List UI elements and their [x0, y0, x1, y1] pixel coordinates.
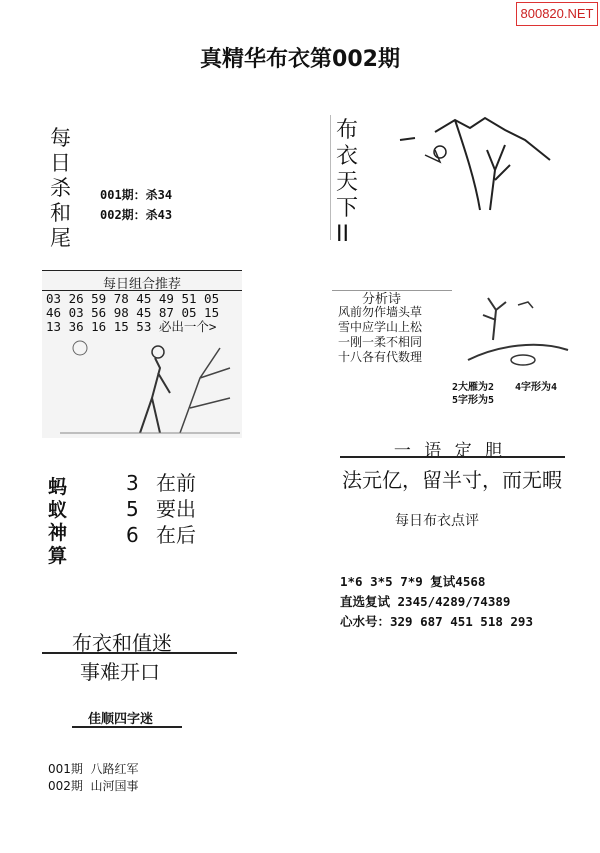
yiyu-heading: 一 语 定 胆 — [393, 441, 507, 461]
daily-kill-line: 001期：杀34 — [100, 188, 173, 202]
divider — [340, 456, 565, 458]
divider — [42, 270, 242, 271]
poem-line: 风前勿作墙头草 — [338, 305, 423, 319]
poem-line: 雪中应学山上松 — [338, 320, 423, 334]
poem-line: 一刚一柔不相同 — [338, 335, 423, 349]
divider — [72, 726, 182, 728]
mountain-tree-illustration — [395, 110, 575, 220]
daily-kill-char: 和 — [50, 201, 71, 225]
ant-row — [126, 470, 196, 496]
review-heading: 每日布衣点评 — [395, 513, 479, 529]
combo-row: 03 26 59 78 45 49 51 05 — [46, 291, 220, 306]
idiom-line: 002期 山河国事 — [48, 779, 139, 793]
idiom-line: 001期 八路红军 — [48, 762, 139, 776]
analysis-note: 4字形为4 — [515, 382, 558, 393]
riddle-line1: 布衣和值迷 — [72, 631, 172, 655]
buyi-char: 衣 — [336, 144, 359, 169]
ant-row — [126, 522, 196, 548]
divider — [332, 290, 452, 291]
ant-char: 蚁 — [48, 499, 68, 521]
idiom-heading: 佳顺四字迷 — [88, 712, 154, 727]
watermark-label: 800820.NET — [516, 2, 598, 26]
ant-list — [126, 470, 196, 548]
daily-kill-heading — [50, 126, 76, 251]
buyi-tianxia-heading — [336, 118, 362, 248]
ant-text: 要出 — [156, 497, 196, 521]
combo-row: 13 36 16 15 53 必出一个> — [46, 319, 217, 334]
ant-row — [126, 496, 196, 522]
divider — [330, 115, 333, 240]
ant-char: 算 — [48, 545, 68, 567]
ant-char: 神 — [48, 522, 68, 544]
ant-num: 3 — [126, 471, 139, 495]
riddle-line2: 事难开口 — [80, 660, 160, 684]
daily-kill-char: 每 — [50, 126, 71, 150]
combo-row: 46 03 56 98 45 87 05 15 — [46, 305, 220, 320]
analysis-heading: 分析诗 — [362, 292, 402, 307]
ant-char: 蚂 — [48, 476, 68, 498]
ant-num: 5 — [126, 497, 139, 521]
buyi-char: 天 — [336, 170, 359, 195]
divider — [42, 652, 237, 654]
daily-kill-line: 002期：杀43 — [100, 208, 173, 222]
ant-text: 在后 — [156, 523, 196, 547]
review-line: 1*6 3*5 7*9 复试4568 — [340, 574, 486, 589]
scholar-illustration — [60, 338, 240, 438]
buyi-char: 下 — [336, 196, 359, 221]
poem-line: 十八各有代数理 — [338, 350, 423, 364]
buyi-char: II — [336, 222, 349, 247]
daily-kill-char: 杀 — [50, 176, 71, 200]
yiyu-text: 法元亿，留半寸，而无暇 — [342, 468, 562, 492]
ant-text: 在前 — [156, 471, 196, 495]
daily-kill-char: 日 — [50, 151, 71, 175]
combo-heading: 每日组合推荐 — [102, 277, 181, 292]
ant-heading — [48, 476, 74, 568]
analysis-note: 2大雁为2 — [452, 382, 495, 393]
ant-num: 6 — [126, 523, 139, 547]
review-line: 直选复试 2345/4289/74389 — [340, 594, 511, 609]
analysis-poem — [338, 305, 422, 365]
analysis-note: 5字形为5 — [452, 395, 495, 406]
daily-kill-char: 尾 — [50, 226, 71, 250]
page-title: 真精华布衣第002期 — [200, 47, 400, 72]
review-line: 心水号：329 687 451 518 293 — [340, 614, 533, 629]
buyi-char: 布 — [336, 118, 359, 143]
tree-hill-illustration — [458, 290, 573, 375]
